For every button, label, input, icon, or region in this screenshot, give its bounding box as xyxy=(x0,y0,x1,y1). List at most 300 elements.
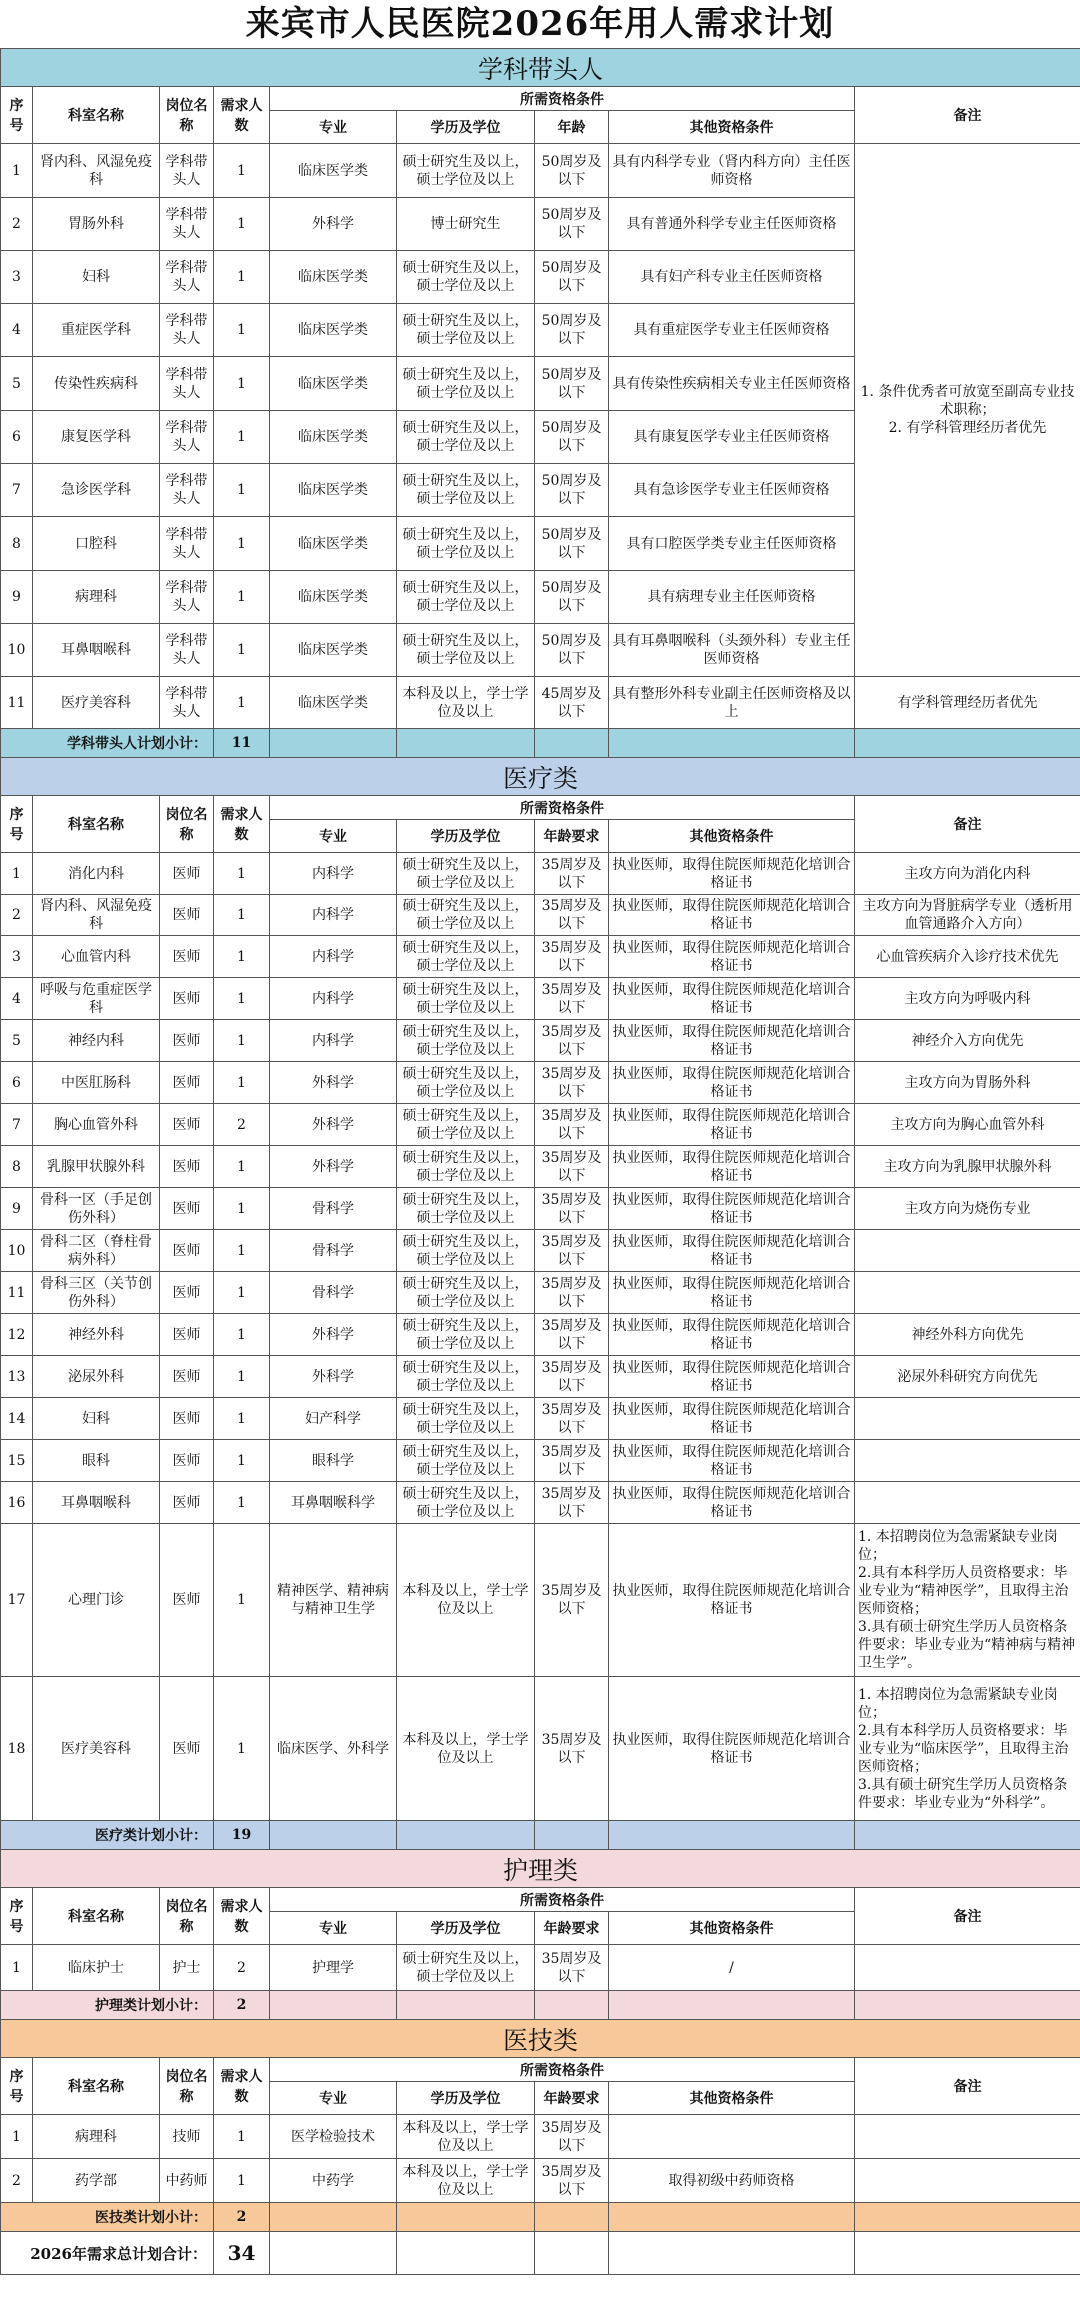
cell-post: 医师 xyxy=(160,978,214,1020)
cell-post: 学科带头人 xyxy=(160,357,214,411)
subtotal-empty xyxy=(609,1991,855,2020)
cell-count: 1 xyxy=(214,1482,270,1524)
cell-age: 50周岁及以下 xyxy=(535,411,609,464)
cell-count: 1 xyxy=(214,1062,270,1104)
cell-seq: 6 xyxy=(1,411,33,464)
subtotal-empty xyxy=(270,729,397,758)
col-post: 岗位名称 xyxy=(160,796,214,853)
cell-dept: 耳鼻咽喉科 xyxy=(33,1482,160,1524)
cell-count: 1 xyxy=(214,1398,270,1440)
cell-other: 具有整形外科专业副主任医师资格及以上 xyxy=(609,677,855,729)
cell-seq: 6 xyxy=(1,1062,33,1104)
subtotal-empty xyxy=(609,729,855,758)
subtotal-empty xyxy=(535,1991,609,2020)
cell-edu: 硕士研究生及以上，硕士学位及以上 xyxy=(397,144,535,198)
cell-dept: 病理科 xyxy=(33,571,160,624)
subtotal-empty xyxy=(270,2203,397,2232)
column-header-row xyxy=(1,796,1080,820)
cell-other: 执业医师，取得住院医师规范化培训合格证书 xyxy=(609,1482,855,1524)
cell-age: 35周岁及以下 xyxy=(535,1482,609,1524)
table-row xyxy=(1,853,1080,895)
cell-dept: 医疗美容科 xyxy=(33,677,160,729)
cell-dept: 医疗美容科 xyxy=(33,1677,160,1821)
col-edu: 学历及学位 xyxy=(397,1912,535,1945)
table-row xyxy=(1,1398,1080,1440)
cell-dept: 病理科 xyxy=(33,2115,160,2159)
cell-other: 具有口腔医学类专业主任医师资格 xyxy=(609,517,855,571)
cell-major: 临床医学类 xyxy=(270,144,397,198)
total-value: 34 xyxy=(214,2232,270,2275)
cell-edu: 硕士研究生及以上，硕士学位及以上 xyxy=(397,624,535,677)
col-remark: 备注 xyxy=(855,1888,1080,1945)
cell-major: 眼科学 xyxy=(270,1440,397,1482)
cell-remark: 主攻方向为烧伤专业 xyxy=(855,1188,1080,1230)
cell-count: 1 xyxy=(214,304,270,357)
cell-major: 临床医学类 xyxy=(270,251,397,304)
cell-count: 1 xyxy=(214,1440,270,1482)
cell-edu: 本科及以上，学士学位及以上 xyxy=(397,1524,535,1677)
cell-seq: 3 xyxy=(1,936,33,978)
cell-remark: 主攻方向为肾脏病学专业（透析用血管通路介入方向） xyxy=(855,895,1080,936)
cell-other: 具有重症医学专业主任医师资格 xyxy=(609,304,855,357)
section-header xyxy=(1,2020,1080,2058)
cell-post: 医师 xyxy=(160,1272,214,1314)
table-row xyxy=(1,1356,1080,1398)
cell-seq: 5 xyxy=(1,357,33,411)
cell-major: 临床医学类 xyxy=(270,304,397,357)
col-conditions: 所需资格条件 xyxy=(270,87,855,111)
cell-major: 内科学 xyxy=(270,936,397,978)
col-major: 专业 xyxy=(270,2082,397,2115)
table-row xyxy=(1,2115,1080,2159)
subtotal-empty xyxy=(397,1821,535,1850)
cell-edu: 本科及以上，学士学位及以上 xyxy=(397,2115,535,2159)
col-count: 需求人数 xyxy=(214,796,270,853)
cell-edu: 硕士研究生及以上，硕士学位及以上 xyxy=(397,1188,535,1230)
cell-age: 35周岁及以下 xyxy=(535,1524,609,1677)
col-count: 需求人数 xyxy=(214,1888,270,1945)
cell-seq: 11 xyxy=(1,1272,33,1314)
cell-seq: 10 xyxy=(1,624,33,677)
subtotal-empty xyxy=(535,729,609,758)
cell-seq: 5 xyxy=(1,1020,33,1062)
cell-major: 耳鼻咽喉科学 xyxy=(270,1482,397,1524)
cell-edu: 硕士研究生及以上，硕士学位及以上 xyxy=(397,1482,535,1524)
cell-other: 执业医师，取得住院医师规范化培训合格证书 xyxy=(609,936,855,978)
cell-major: 骨科学 xyxy=(270,1230,397,1272)
cell-post: 学科带头人 xyxy=(160,464,214,517)
cell-dept: 乳腺甲状腺外科 xyxy=(33,1146,160,1188)
cell-age: 50周岁及以下 xyxy=(535,357,609,411)
cell-age: 35周岁及以下 xyxy=(535,1104,609,1146)
cell-remark xyxy=(855,1440,1080,1482)
col-post: 岗位名称 xyxy=(160,1888,214,1945)
cell-age: 35周岁及以下 xyxy=(535,1146,609,1188)
cell-other: 执业医师，取得住院医师规范化培训合格证书 xyxy=(609,1272,855,1314)
cell-seq: 7 xyxy=(1,1104,33,1146)
cell-age: 45周岁及以下 xyxy=(535,677,609,729)
subtotal-empty xyxy=(270,1821,397,1850)
cell-age: 35周岁及以下 xyxy=(535,853,609,895)
cell-post: 中药师 xyxy=(160,2159,214,2203)
cell-age: 50周岁及以下 xyxy=(535,198,609,251)
cell-edu: 硕士研究生及以上，硕士学位及以上 xyxy=(397,464,535,517)
cell-other: 具有急诊医学专业主任医师资格 xyxy=(609,464,855,517)
cell-seq: 1 xyxy=(1,144,33,198)
subtotal-empty xyxy=(855,2203,1080,2232)
cell-major: 临床医学类 xyxy=(270,357,397,411)
table-row xyxy=(1,1272,1080,1314)
cell-remark: 主攻方向为胃肠外科 xyxy=(855,1062,1080,1104)
cell-other: 执业医师，取得住院医师规范化培训合格证书 xyxy=(609,1398,855,1440)
cell-seq: 12 xyxy=(1,1314,33,1356)
col-dept: 科室名称 xyxy=(33,2058,160,2115)
cell-age: 35周岁及以下 xyxy=(535,1272,609,1314)
section-title: 护理类 xyxy=(1,1850,1080,1888)
cell-other: 执业医师，取得住院医师规范化培训合格证书 xyxy=(609,1314,855,1356)
section-header xyxy=(1,758,1080,796)
col-seq: 序号 xyxy=(1,2058,33,2115)
cell-edu: 本科及以上，学士学位及以上 xyxy=(397,677,535,729)
cell-seq: 3 xyxy=(1,251,33,304)
col-edu: 学历及学位 xyxy=(397,111,535,144)
cell-remark xyxy=(855,2115,1080,2159)
table-row xyxy=(1,1230,1080,1272)
cell-post: 学科带头人 xyxy=(160,144,214,198)
total-empty xyxy=(855,2232,1080,2275)
cell-post: 学科带头人 xyxy=(160,411,214,464)
cell-age: 35周岁及以下 xyxy=(535,895,609,936)
cell-post: 医师 xyxy=(160,853,214,895)
cell-post: 学科带头人 xyxy=(160,304,214,357)
cell-other: 具有耳鼻咽喉科（头颈外科）专业主任医师资格 xyxy=(609,624,855,677)
subtotal-value: 2 xyxy=(214,2203,270,2232)
table-row xyxy=(1,1146,1080,1188)
cell-remark: 1. 本招聘岗位为急需紧缺专业岗位； 2.具有本科学历人员资格要求：毕业专业为“临床医学”，且取得主治医师资格； 3.具有硕士研究生学历人员资格条件要求：毕业专业为“外科学”。 xyxy=(855,1677,1080,1821)
cell-age: 35周岁及以下 xyxy=(535,936,609,978)
subtotal-empty xyxy=(855,729,1080,758)
cell-remark: 主攻方向为胸心血管外科 xyxy=(855,1104,1080,1146)
cell-count: 1 xyxy=(214,853,270,895)
section-header xyxy=(1,49,1080,87)
cell-post: 医师 xyxy=(160,895,214,936)
cell-seq: 10 xyxy=(1,1230,33,1272)
cell-edu: 硕士研究生及以上，硕士学位及以上 xyxy=(397,571,535,624)
cell-major: 妇产科学 xyxy=(270,1398,397,1440)
cell-count: 1 xyxy=(214,1677,270,1821)
cell-age: 50周岁及以下 xyxy=(535,571,609,624)
cell-edu: 硕士研究生及以上，硕士学位及以上 xyxy=(397,1398,535,1440)
cell-count: 1 xyxy=(214,517,270,571)
subtotal-label: 学科带头人计划小计： xyxy=(1,729,214,758)
cell-age: 35周岁及以下 xyxy=(535,1062,609,1104)
column-header-row xyxy=(1,87,1080,111)
cell-dept: 重症医学科 xyxy=(33,304,160,357)
cell-age: 35周岁及以下 xyxy=(535,1230,609,1272)
cell-dept: 神经外科 xyxy=(33,1314,160,1356)
cell-remark: 1. 本招聘岗位为急需紧缺专业岗位； 2.具有本科学历人员资格要求：毕业专业为“精神医学”，且取得主治医师资格； 3.具有硕士研究生学历人员资格条件要求：毕业专业为“精神病与精神卫生学”。 xyxy=(855,1524,1080,1677)
col-remark: 备注 xyxy=(855,2058,1080,2115)
cell-dept: 中医肛肠科 xyxy=(33,1062,160,1104)
plan-table xyxy=(0,48,1080,2275)
cell-count: 1 xyxy=(214,895,270,936)
cell-remark xyxy=(855,1230,1080,1272)
cell-major: 临床医学类 xyxy=(270,411,397,464)
table-row xyxy=(1,936,1080,978)
subtotal-value: 11 xyxy=(214,729,270,758)
cell-major: 中药学 xyxy=(270,2159,397,2203)
col-dept: 科室名称 xyxy=(33,1888,160,1945)
cell-major: 外科学 xyxy=(270,1104,397,1146)
cell-seq: 7 xyxy=(1,464,33,517)
cell-count: 1 xyxy=(214,2115,270,2159)
cell-count: 1 xyxy=(214,1524,270,1677)
cell-major: 内科学 xyxy=(270,895,397,936)
col-dept: 科室名称 xyxy=(33,796,160,853)
cell-count: 1 xyxy=(214,198,270,251)
cell-edu: 硕士研究生及以上，硕士学位及以上 xyxy=(397,1062,535,1104)
cell-post: 医师 xyxy=(160,1398,214,1440)
cell-count: 1 xyxy=(214,411,270,464)
cell-post: 医师 xyxy=(160,1677,214,1821)
column-header-row xyxy=(1,1888,1080,1912)
cell-remark: 神经介入方向优先 xyxy=(855,1020,1080,1062)
cell-seq: 1 xyxy=(1,2115,33,2159)
col-major: 专业 xyxy=(270,1912,397,1945)
cell-dept: 眼科 xyxy=(33,1440,160,1482)
cell-count: 1 xyxy=(214,1230,270,1272)
table-row xyxy=(1,1440,1080,1482)
table-row xyxy=(1,1062,1080,1104)
subtotal-label: 医技类计划小计： xyxy=(1,2203,214,2232)
col-post: 岗位名称 xyxy=(160,87,214,144)
cell-major: 外科学 xyxy=(270,1062,397,1104)
table-row xyxy=(1,1945,1080,1991)
col-seq: 序号 xyxy=(1,1888,33,1945)
cell-age: 50周岁及以下 xyxy=(535,304,609,357)
cell-major: 精神医学、精神病与精神卫生学 xyxy=(270,1524,397,1677)
cell-post: 医师 xyxy=(160,1524,214,1677)
cell-other: 具有普通外科学专业主任医师资格 xyxy=(609,198,855,251)
cell-age: 35周岁及以下 xyxy=(535,1314,609,1356)
cell-post: 医师 xyxy=(160,1440,214,1482)
cell-other: 具有康复医学专业主任医师资格 xyxy=(609,411,855,464)
col-edu: 学历及学位 xyxy=(397,2082,535,2115)
cell-dept: 泌尿外科 xyxy=(33,1356,160,1398)
cell-edu: 本科及以上，学士学位及以上 xyxy=(397,2159,535,2203)
subtotal-empty xyxy=(609,1821,855,1850)
cell-other: 执业医师，取得住院医师规范化培训合格证书 xyxy=(609,1188,855,1230)
cell-edu: 硕士研究生及以上，硕士学位及以上 xyxy=(397,853,535,895)
col-count: 需求人数 xyxy=(214,87,270,144)
cell-major: 临床医学类 xyxy=(270,677,397,729)
cell-count: 2 xyxy=(214,1945,270,1991)
cell-other: 具有内科学专业（肾内科方向）主任医师资格 xyxy=(609,144,855,198)
cell-post: 医师 xyxy=(160,1482,214,1524)
cell-remark: 泌尿外科研究方向优先 xyxy=(855,1356,1080,1398)
cell-count: 1 xyxy=(214,1188,270,1230)
cell-count: 1 xyxy=(214,571,270,624)
col-other: 其他资格条件 xyxy=(609,2082,855,2115)
cell-seq: 11 xyxy=(1,677,33,729)
cell-count: 1 xyxy=(214,1272,270,1314)
cell-seq: 4 xyxy=(1,978,33,1020)
col-seq: 序号 xyxy=(1,87,33,144)
cell-age: 35周岁及以下 xyxy=(535,2115,609,2159)
col-age: 年龄要求 xyxy=(535,820,609,853)
table-row xyxy=(1,1314,1080,1356)
cell-post: 医师 xyxy=(160,1230,214,1272)
cell-dept: 心血管内科 xyxy=(33,936,160,978)
cell-dept: 胸心血管外科 xyxy=(33,1104,160,1146)
cell-edu: 硕士研究生及以上，硕士学位及以上 xyxy=(397,936,535,978)
col-edu: 学历及学位 xyxy=(397,820,535,853)
cell-seq: 9 xyxy=(1,1188,33,1230)
subtotal-value: 19 xyxy=(214,1821,270,1850)
cell-post: 学科带头人 xyxy=(160,571,214,624)
cell-remark xyxy=(855,1272,1080,1314)
cell-edu: 硕士研究生及以上，硕士学位及以上 xyxy=(397,1230,535,1272)
col-seq: 序号 xyxy=(1,796,33,853)
cell-post: 医师 xyxy=(160,1062,214,1104)
cell-major: 内科学 xyxy=(270,1020,397,1062)
cell-seq: 16 xyxy=(1,1482,33,1524)
cell-dept: 消化内科 xyxy=(33,853,160,895)
col-remark: 备注 xyxy=(855,796,1080,853)
cell-major: 护理学 xyxy=(270,1945,397,1991)
cell-edu: 硕士研究生及以上，硕士学位及以上 xyxy=(397,411,535,464)
col-age: 年龄 xyxy=(535,111,609,144)
cell-age: 50周岁及以下 xyxy=(535,624,609,677)
col-conditions: 所需资格条件 xyxy=(270,2058,855,2082)
cell-age: 35周岁及以下 xyxy=(535,1356,609,1398)
total-empty xyxy=(609,2232,855,2275)
table-row xyxy=(1,144,1080,198)
cell-post: 护士 xyxy=(160,1945,214,1991)
cell-edu: 硕士研究生及以上，硕士学位及以上 xyxy=(397,304,535,357)
cell-post: 医师 xyxy=(160,1356,214,1398)
cell-edu: 硕士研究生及以上，硕士学位及以上 xyxy=(397,251,535,304)
cell-remark: 神经外科方向优先 xyxy=(855,1314,1080,1356)
cell-count: 1 xyxy=(214,1020,270,1062)
cell-edu: 硕士研究生及以上，硕士学位及以上 xyxy=(397,1272,535,1314)
cell-edu: 硕士研究生及以上，硕士学位及以上 xyxy=(397,895,535,936)
cell-dept: 肾内科、风湿免疫科 xyxy=(33,895,160,936)
cell-seq: 1 xyxy=(1,1945,33,1991)
table-row xyxy=(1,1677,1080,1821)
cell-count: 1 xyxy=(214,1146,270,1188)
cell-seq: 14 xyxy=(1,1398,33,1440)
cell-seq: 13 xyxy=(1,1356,33,1398)
cell-edu: 硕士研究生及以上，硕士学位及以上 xyxy=(397,1020,535,1062)
cell-dept: 急诊医学科 xyxy=(33,464,160,517)
cell-dept: 口腔科 xyxy=(33,517,160,571)
cell-other: 执业医师，取得住院医师规范化培训合格证书 xyxy=(609,1524,855,1677)
col-age: 年龄要求 xyxy=(535,2082,609,2115)
cell-other: 具有妇产科专业主任医师资格 xyxy=(609,251,855,304)
table-row xyxy=(1,1524,1080,1677)
cell-seq: 2 xyxy=(1,198,33,251)
table-row xyxy=(1,1482,1080,1524)
cell-remark: 主攻方向为呼吸内科 xyxy=(855,978,1080,1020)
subtotal-empty xyxy=(270,1991,397,2020)
cell-count: 1 xyxy=(214,251,270,304)
col-age: 年龄要求 xyxy=(535,1912,609,1945)
cell-other: 执业医师，取得住院医师规范化培训合格证书 xyxy=(609,978,855,1020)
cell-dept: 耳鼻咽喉科 xyxy=(33,624,160,677)
subtotal-row xyxy=(1,1821,1080,1850)
subtotal-empty xyxy=(397,2203,535,2232)
col-major: 专业 xyxy=(270,111,397,144)
cell-dept: 药学部 xyxy=(33,2159,160,2203)
cell-other: / xyxy=(609,1945,855,1991)
subtotal-row xyxy=(1,2203,1080,2232)
total-row xyxy=(1,2232,1080,2275)
cell-seq: 8 xyxy=(1,1146,33,1188)
cell-age: 35周岁及以下 xyxy=(535,2159,609,2203)
cell-count: 1 xyxy=(214,144,270,198)
cell-major: 内科学 xyxy=(270,853,397,895)
cell-age: 35周岁及以下 xyxy=(535,978,609,1020)
cell-major: 外科学 xyxy=(270,1314,397,1356)
col-dept: 科室名称 xyxy=(33,87,160,144)
cell-count: 1 xyxy=(214,1314,270,1356)
cell-other: 执业医师，取得住院医师规范化培训合格证书 xyxy=(609,1677,855,1821)
subtotal-empty xyxy=(535,2203,609,2232)
subtotal-value: 2 xyxy=(214,1991,270,2020)
cell-other: 执业医师，取得住院医师规范化培训合格证书 xyxy=(609,895,855,936)
cell-post: 技师 xyxy=(160,2115,214,2159)
cell-other xyxy=(609,2115,855,2159)
subtotal-empty xyxy=(855,1991,1080,2020)
cell-major: 外科学 xyxy=(270,1356,397,1398)
cell-age: 50周岁及以下 xyxy=(535,144,609,198)
cell-dept: 心理门诊 xyxy=(33,1524,160,1677)
col-conditions: 所需资格条件 xyxy=(270,1888,855,1912)
cell-edu: 硕士研究生及以上，硕士学位及以上 xyxy=(397,517,535,571)
cell-dept: 康复医学科 xyxy=(33,411,160,464)
cell-major: 临床医学类 xyxy=(270,571,397,624)
cell-count: 2 xyxy=(214,1104,270,1146)
cell-other: 具有传染性疾病相关专业主任医师资格 xyxy=(609,357,855,411)
total-empty xyxy=(397,2232,535,2275)
subtotal-empty xyxy=(397,1991,535,2020)
cell-age: 35周岁及以下 xyxy=(535,1020,609,1062)
cell-count: 1 xyxy=(214,2159,270,2203)
section-header xyxy=(1,1850,1080,1888)
cell-other: 执业医师，取得住院医师规范化培训合格证书 xyxy=(609,1104,855,1146)
cell-remark: 心血管疾病介入诊疗技术优先 xyxy=(855,936,1080,978)
cell-post: 医师 xyxy=(160,1314,214,1356)
total-empty xyxy=(535,2232,609,2275)
cell-post: 学科带头人 xyxy=(160,198,214,251)
cell-remark xyxy=(855,1398,1080,1440)
cell-major: 外科学 xyxy=(270,1146,397,1188)
cell-count: 1 xyxy=(214,464,270,517)
cell-edu: 硕士研究生及以上，硕士学位及以上 xyxy=(397,1356,535,1398)
cell-post: 医师 xyxy=(160,1020,214,1062)
cell-seq: 2 xyxy=(1,2159,33,2203)
col-post: 岗位名称 xyxy=(160,2058,214,2115)
cell-post: 学科带头人 xyxy=(160,251,214,304)
cell-edu: 硕士研究生及以上，硕士学位及以上 xyxy=(397,1146,535,1188)
cell-seq: 4 xyxy=(1,304,33,357)
cell-seq: 1 xyxy=(1,853,33,895)
cell-age: 35周岁及以下 xyxy=(535,1440,609,1482)
col-count: 需求人数 xyxy=(214,2058,270,2115)
cell-other: 具有病理专业主任医师资格 xyxy=(609,571,855,624)
cell-dept: 神经内科 xyxy=(33,1020,160,1062)
